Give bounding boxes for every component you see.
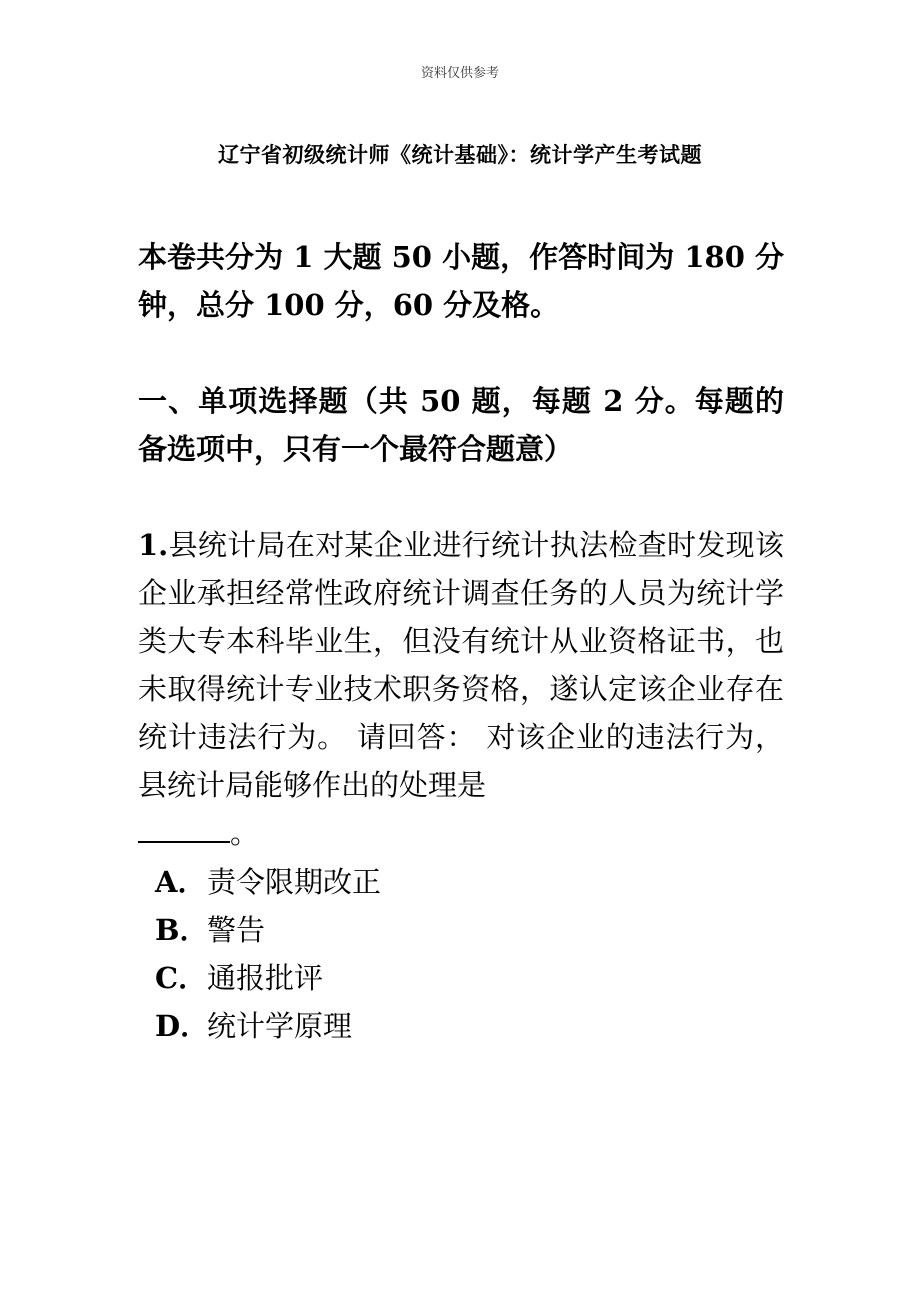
question-end-mark: 。 xyxy=(230,816,260,850)
answer-blank xyxy=(138,816,259,850)
option-text: 警告 xyxy=(207,913,266,947)
option-text: 统计学原理 xyxy=(207,1009,353,1043)
option-a[interactable] xyxy=(155,858,755,906)
section-heading: 一、单项选择题（共 50 题，每题 2 分。每题的备选项中，只有一个最符合题意） xyxy=(138,384,784,466)
option-b[interactable] xyxy=(155,906,755,954)
option-letter: C． xyxy=(155,961,208,995)
header-note: 资料仅供参考 xyxy=(420,66,499,81)
option-list xyxy=(155,858,755,1050)
option-letter: A． xyxy=(155,865,207,899)
exam-intro: 本卷共分为 1 大题 50 小题，作答时间为 180 分钟，总分 100 分，60 分及格。 xyxy=(138,240,784,322)
option-text: 通报批评 xyxy=(207,961,324,995)
option-d[interactable] xyxy=(155,1002,755,1050)
option-letter: B． xyxy=(155,913,209,947)
question-1 xyxy=(138,521,784,857)
option-text: 责令限期改正 xyxy=(207,865,382,899)
document-title: 辽宁省初级统计师《统计基础》：统计学产生考试题 xyxy=(218,142,702,167)
blank-line xyxy=(138,811,230,843)
option-c[interactable] xyxy=(155,954,755,1002)
question-stem: 县统计局在对某企业进行统计执法检查时发现该企业承担经常性政府统计调查任务的人员为统计学类大专本科毕业生，但没有统计从业资格证书，也未取得统计专业技术职务资格，遂认定该企业存在统计违法行为。 请回答： 对该企业的违法行为，县统计局能够作出的处理是 xyxy=(138,528,784,802)
question-number: 1. xyxy=(138,528,169,562)
option-letter: D． xyxy=(155,1009,210,1043)
